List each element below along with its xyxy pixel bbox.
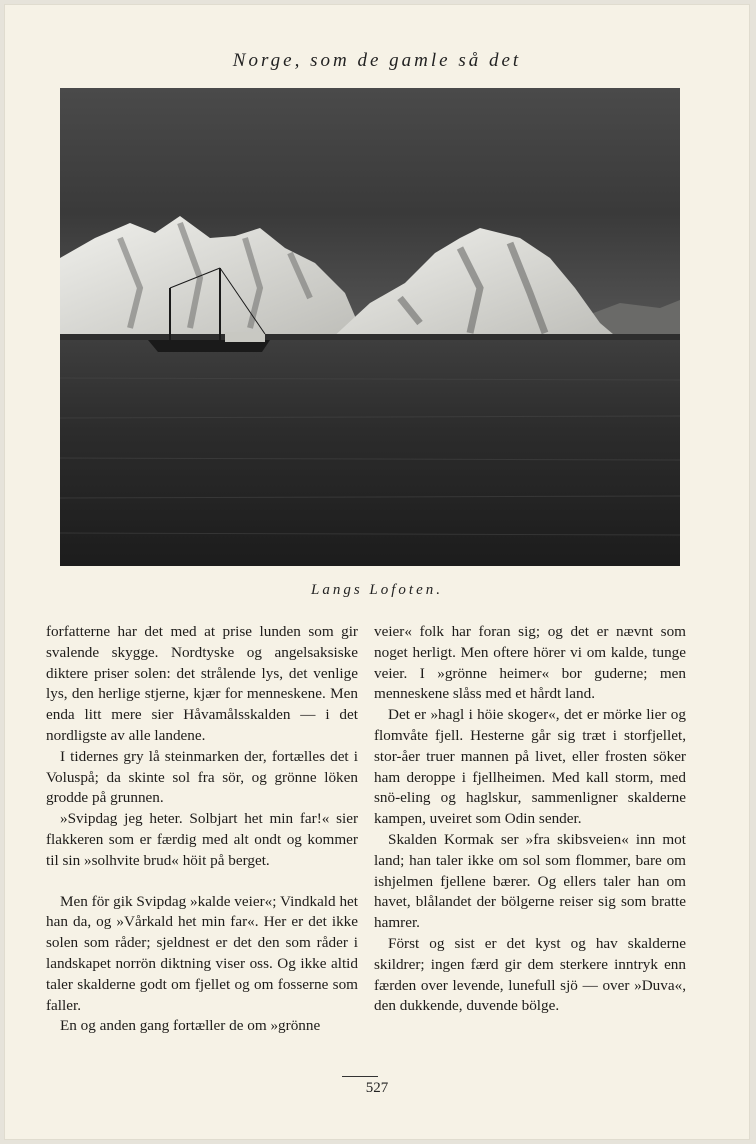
paragraph: forfatterne har det med at prise lunden som gir svalende skygge. Nordtyske og angelsaksiske diktere priser solen: det strålende lys, det venlige lys, den herlige stjerne, kjær for menneskene. Men enda litt mere sier Håvamålsskalden — i det nordligste av alle landene. — [46, 623, 358, 744]
folio-rule — [342, 1076, 378, 1077]
shoreline — [60, 334, 680, 340]
text-column-right — [374, 622, 686, 1017]
paragraph: En og anden gang fortæller de om »grönne — [60, 1017, 321, 1035]
paragraph: Det er »hagl i höie skoger«, det er mörke lier og flomvåte fjell. Hesterne går sig træt i storfjellet, stor-åer truer mannen på livet, eller frosten söker ham deroppe i fjellheimen. Med kall storm, med snö-eling og haglskur, sammenligner skalderne kampen, uveiret som Odin sender. — [374, 706, 686, 828]
text-column-left — [46, 622, 358, 1037]
lofoten-photograph — [60, 88, 680, 566]
running-title: Norge, som de gamle så det — [232, 50, 522, 71]
paragraph: Först og sist er det kyst og hav skalderne skildrer; ingen færd gir dem sterkere inntryk enn færden over levende, lunefull sjö — over »Duva«, den dukkende, duvende bölge. — [374, 934, 686, 1015]
paragraph: »Svipdag jeg heter. Solbjart het min far!« sier flakkeren som er færdig med alt ondt og kommer til sin »solhvite brud« höit på berget. — [46, 810, 358, 869]
paragraph: I tidernes gry lå steinmarken der, fortælles det i Voluspå; da skinte sol fra sör, og grönne löken grodde på grunnen. — [46, 747, 358, 807]
photo-caption: Langs Lofoten. — [310, 582, 443, 598]
paragraph: Men för gik Svipdag »kalde veier«; Vindkald het han da, og »Vårkald het min far«. Her er det ikke solen som råder; sjeldnest er det den som råder i landskapet norrön diktning viser oss. Og ikke altid taler skalderne godt om fjellet og om fosserne som faller. — [46, 892, 358, 1014]
sea — [60, 340, 680, 566]
page-number: 527 — [365, 1080, 389, 1096]
paragraph: Skalden Kormak ser »fra skibsveien« inn mot land; han taler ikke om sol som flommer, bare om ishjelmen fjellene bærer. Og ellers taler han om havet, blålandet der bölgerne reiser sig som bratte hamrer. — [374, 830, 686, 932]
photo-illustration — [60, 88, 680, 566]
book-page — [4, 4, 750, 1140]
paragraph: veier« folk har foran sig; og det er nævnt som noget herligt. Men oftere hörer vi om kalde, tunge veier. I »grönne heimer« bor guderne; men menneskene slåss med et hårdt land. — [374, 623, 686, 703]
